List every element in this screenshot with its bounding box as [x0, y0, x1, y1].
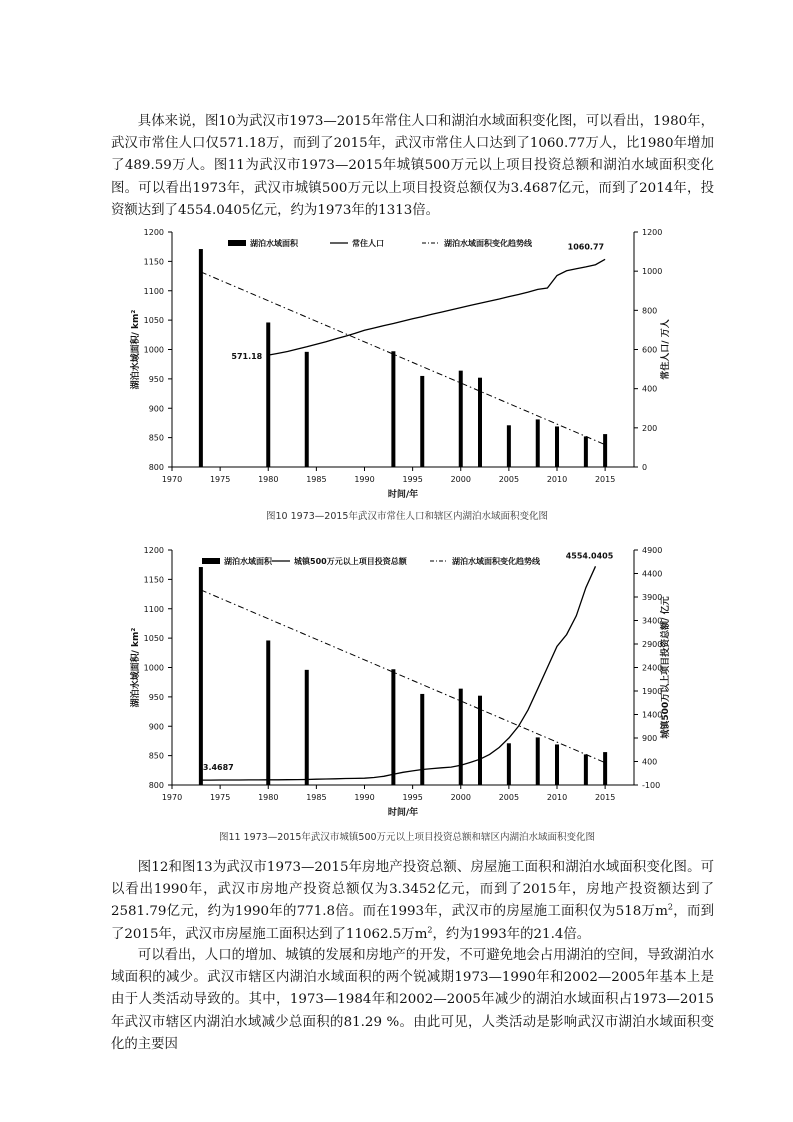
x-tick-label: 1985 — [306, 475, 327, 484]
legend-label-trend: 湖泊水域面积变化趋势线 — [444, 239, 532, 248]
x-tick-label: 2015 — [594, 475, 616, 484]
y2-axis-title: 常住人口/ 万人 — [661, 319, 671, 380]
x-tick-label: 2010 — [546, 793, 568, 802]
y2-tick-label: 3900 — [642, 593, 663, 602]
y2-tick-label: -100 — [642, 781, 661, 790]
y2-tick-label: 1000 — [642, 267, 663, 277]
bar-lake-area — [459, 689, 463, 785]
y-axis-title: 湖泊水域面积/ km² — [131, 309, 141, 390]
figure-11-chart — [120, 540, 680, 820]
figure-10-caption: 图10 1973—2015年武汉市常住人口和辖区内湖泊水域面积变化图 — [266, 511, 548, 522]
x-tick-label: 1970 — [161, 475, 183, 484]
bar-lake-area — [199, 249, 203, 467]
data-label-end: 1060.77 — [567, 242, 605, 252]
bar-lake-area — [391, 669, 395, 785]
y2-tick-label: 1400 — [642, 710, 663, 720]
bar-lake-area — [603, 752, 607, 785]
y-tick-label: 1100 — [143, 286, 164, 296]
paragraph-1: 具体来说，图10为武汉市1973—2015年常住人口和湖泊水域面积变化图，可以看出，1980年，武汉市常住人口仅571.18万，而到了2015年，武汉市常住人口达到了1060.77万人，比1980年增加了489.59万人。图11为武汉市1973—2015年城镇500万元以上项目投资总额和湖泊水域面积变化图。可以看出1973年，武汉市城镇500万元以上项目投资总额仅为3.4687亿元，而到了2014年，投资额达到了4554.0405亿元，约为1973年的1313倍。 — [111, 114, 714, 218]
paragraph-3: 可以看出，人口的增加、城镇的发展和房地产的开发，不可避免地会占用湖泊的空间，导致湖泊水域面积的减少。武汉市辖区内湖泊水域面积的两个锐减期1973—1990年和2002—2005年基本上是由于人类活动导致的。其中，1973—1984年和2002—2005年减少的湖泊水域面积占1973—2015年武汉市辖区内湖泊水域减少总面积的81.29 %。由此可见，人类活动是影响武汉市湖泊水域面积变化的主要因 — [111, 948, 714, 1052]
legend-label-trend: 湖泊水域面积变化趋势线 — [452, 557, 540, 566]
legend-swatch-bars — [228, 240, 246, 246]
bar-lake-area — [536, 737, 540, 785]
x-tick-label: 1990 — [354, 793, 375, 802]
x-tick-label: 2005 — [498, 793, 520, 802]
bar-lake-area — [391, 351, 395, 467]
y-tick-label: 1000 — [143, 345, 164, 355]
y2-tick-label: 4900 — [642, 546, 663, 555]
bar-lake-area — [420, 694, 424, 785]
y-tick-label: 900 — [148, 404, 164, 414]
paragraph-2-part-c: ，约为1993年的21.4倍。 — [432, 926, 591, 942]
trend-line — [201, 590, 605, 763]
x-axis-title: 时间/年 — [387, 808, 419, 818]
legend-label-line: 城镇500万元以上项目投资总额 — [294, 557, 407, 566]
bar-lake-area — [420, 376, 424, 467]
y-axis-title: 湖泊水域面积/ km² — [131, 627, 141, 708]
paragraph-2-sup-2: 2 — [427, 925, 433, 935]
x-tick-label: 2000 — [450, 475, 471, 484]
bar-lake-area — [305, 352, 309, 467]
x-tick-label: 1980 — [258, 475, 279, 484]
series-line — [268, 259, 605, 355]
y2-tick-label: 600 — [642, 345, 658, 355]
x-tick-label: 1970 — [161, 793, 183, 802]
x-tick-label: 1990 — [354, 475, 375, 484]
y2-tick-label: 400 — [642, 757, 658, 767]
y2-tick-label: 200 — [642, 423, 658, 433]
legend-label-bars: 湖泊水域面积 — [250, 239, 298, 248]
data-label-start: 571.18 — [231, 352, 263, 362]
y-tick-label: 1200 — [143, 546, 164, 555]
y-tick-label: 950 — [148, 692, 164, 702]
x-tick-label: 2005 — [498, 475, 520, 484]
x-tick-label: 1985 — [306, 793, 327, 802]
y-tick-label: 1050 — [143, 316, 164, 326]
bar-lake-area — [459, 371, 463, 467]
y2-tick-label: 900 — [642, 734, 658, 743]
y2-tick-label: 1200 — [642, 228, 663, 237]
x-tick-label: 1975 — [209, 475, 231, 484]
y2-axis-title: 城镇500万以上项目投资总额/ 亿元 — [661, 596, 671, 739]
y2-tick-label: 800 — [642, 306, 658, 316]
x-tick-label: 2015 — [594, 793, 616, 802]
bar-lake-area — [266, 322, 270, 467]
x-axis-title: 时间/年 — [387, 490, 419, 500]
bar-lake-area — [507, 743, 511, 785]
y-tick-label: 1050 — [143, 634, 164, 644]
bar-lake-area — [584, 436, 588, 467]
legend-swatch-bars — [202, 558, 220, 564]
y-tick-label: 1150 — [143, 575, 164, 585]
y-tick-label: 1200 — [143, 228, 164, 237]
legend-label-line: 常住人口 — [352, 239, 384, 248]
y-tick-label: 950 — [148, 374, 164, 384]
y2-tick-label: 2900 — [642, 640, 663, 649]
y-tick-label: 800 — [148, 781, 164, 790]
bar-lake-area — [555, 744, 559, 785]
bar-lake-area — [305, 670, 309, 785]
paragraph-2-sup-1: 2 — [667, 902, 673, 912]
y-tick-label: 800 — [148, 463, 164, 472]
x-tick-label: 2010 — [546, 475, 568, 484]
bar-lake-area — [199, 567, 203, 785]
y2-tick-label: 4400 — [642, 569, 663, 579]
y-tick-label: 900 — [148, 722, 164, 732]
y2-tick-label: 3400 — [642, 616, 663, 626]
bar-lake-area — [507, 425, 511, 467]
bar-lake-area — [555, 426, 559, 467]
x-tick-label: 1975 — [209, 793, 231, 802]
y-tick-label: 1000 — [143, 663, 164, 673]
y-tick-label: 850 — [148, 751, 164, 761]
y-tick-label: 1150 — [143, 257, 164, 267]
bar-lake-area — [584, 754, 588, 785]
legend-label-bars: 湖泊水域面积 — [224, 557, 272, 566]
y2-tick-label: 400 — [642, 384, 658, 394]
x-tick-label: 1995 — [402, 793, 423, 802]
figure-11-caption: 图11 1973—2015年武汉市城镇500万元以上项目投资总额和辖区内湖泊水域面积变化图 — [218, 832, 596, 843]
y2-tick-label: 0 — [642, 463, 648, 472]
figure-10-chart — [120, 222, 680, 502]
paragraph-2-part-a: 图12和图13为武汉市1973—2015年房地产投资总额、房屋施工面积和湖泊水域面积变化图。可以看出1990年，武汉市房地产投资总额仅为3.3452亿元，而到了2015年，房地产投资额达到了2581.79亿元，约为1990年的771.8倍。而在1993年，武汉市的房屋施工面积仅为518万m — [111, 860, 714, 920]
y2-tick-label: 2400 — [642, 663, 663, 673]
data-label-end: 4554.0405 — [565, 551, 614, 561]
x-tick-label: 1995 — [402, 475, 423, 484]
data-label-start: 3.4687 — [202, 763, 234, 773]
y-tick-label: 1100 — [143, 604, 164, 614]
x-tick-label: 1980 — [258, 793, 279, 802]
bar-lake-area — [536, 419, 540, 467]
bar-lake-area — [603, 434, 607, 467]
y-tick-label: 850 — [148, 433, 164, 443]
paragraph-2 — [111, 857, 714, 946]
bar-lake-area — [266, 640, 270, 785]
x-tick-label: 2000 — [450, 793, 471, 802]
y2-tick-label: 1900 — [642, 687, 663, 696]
paragraph-2-part-b: ，而到了2015年，武汉市房屋施工面积达到了11062.5万m — [111, 904, 715, 942]
